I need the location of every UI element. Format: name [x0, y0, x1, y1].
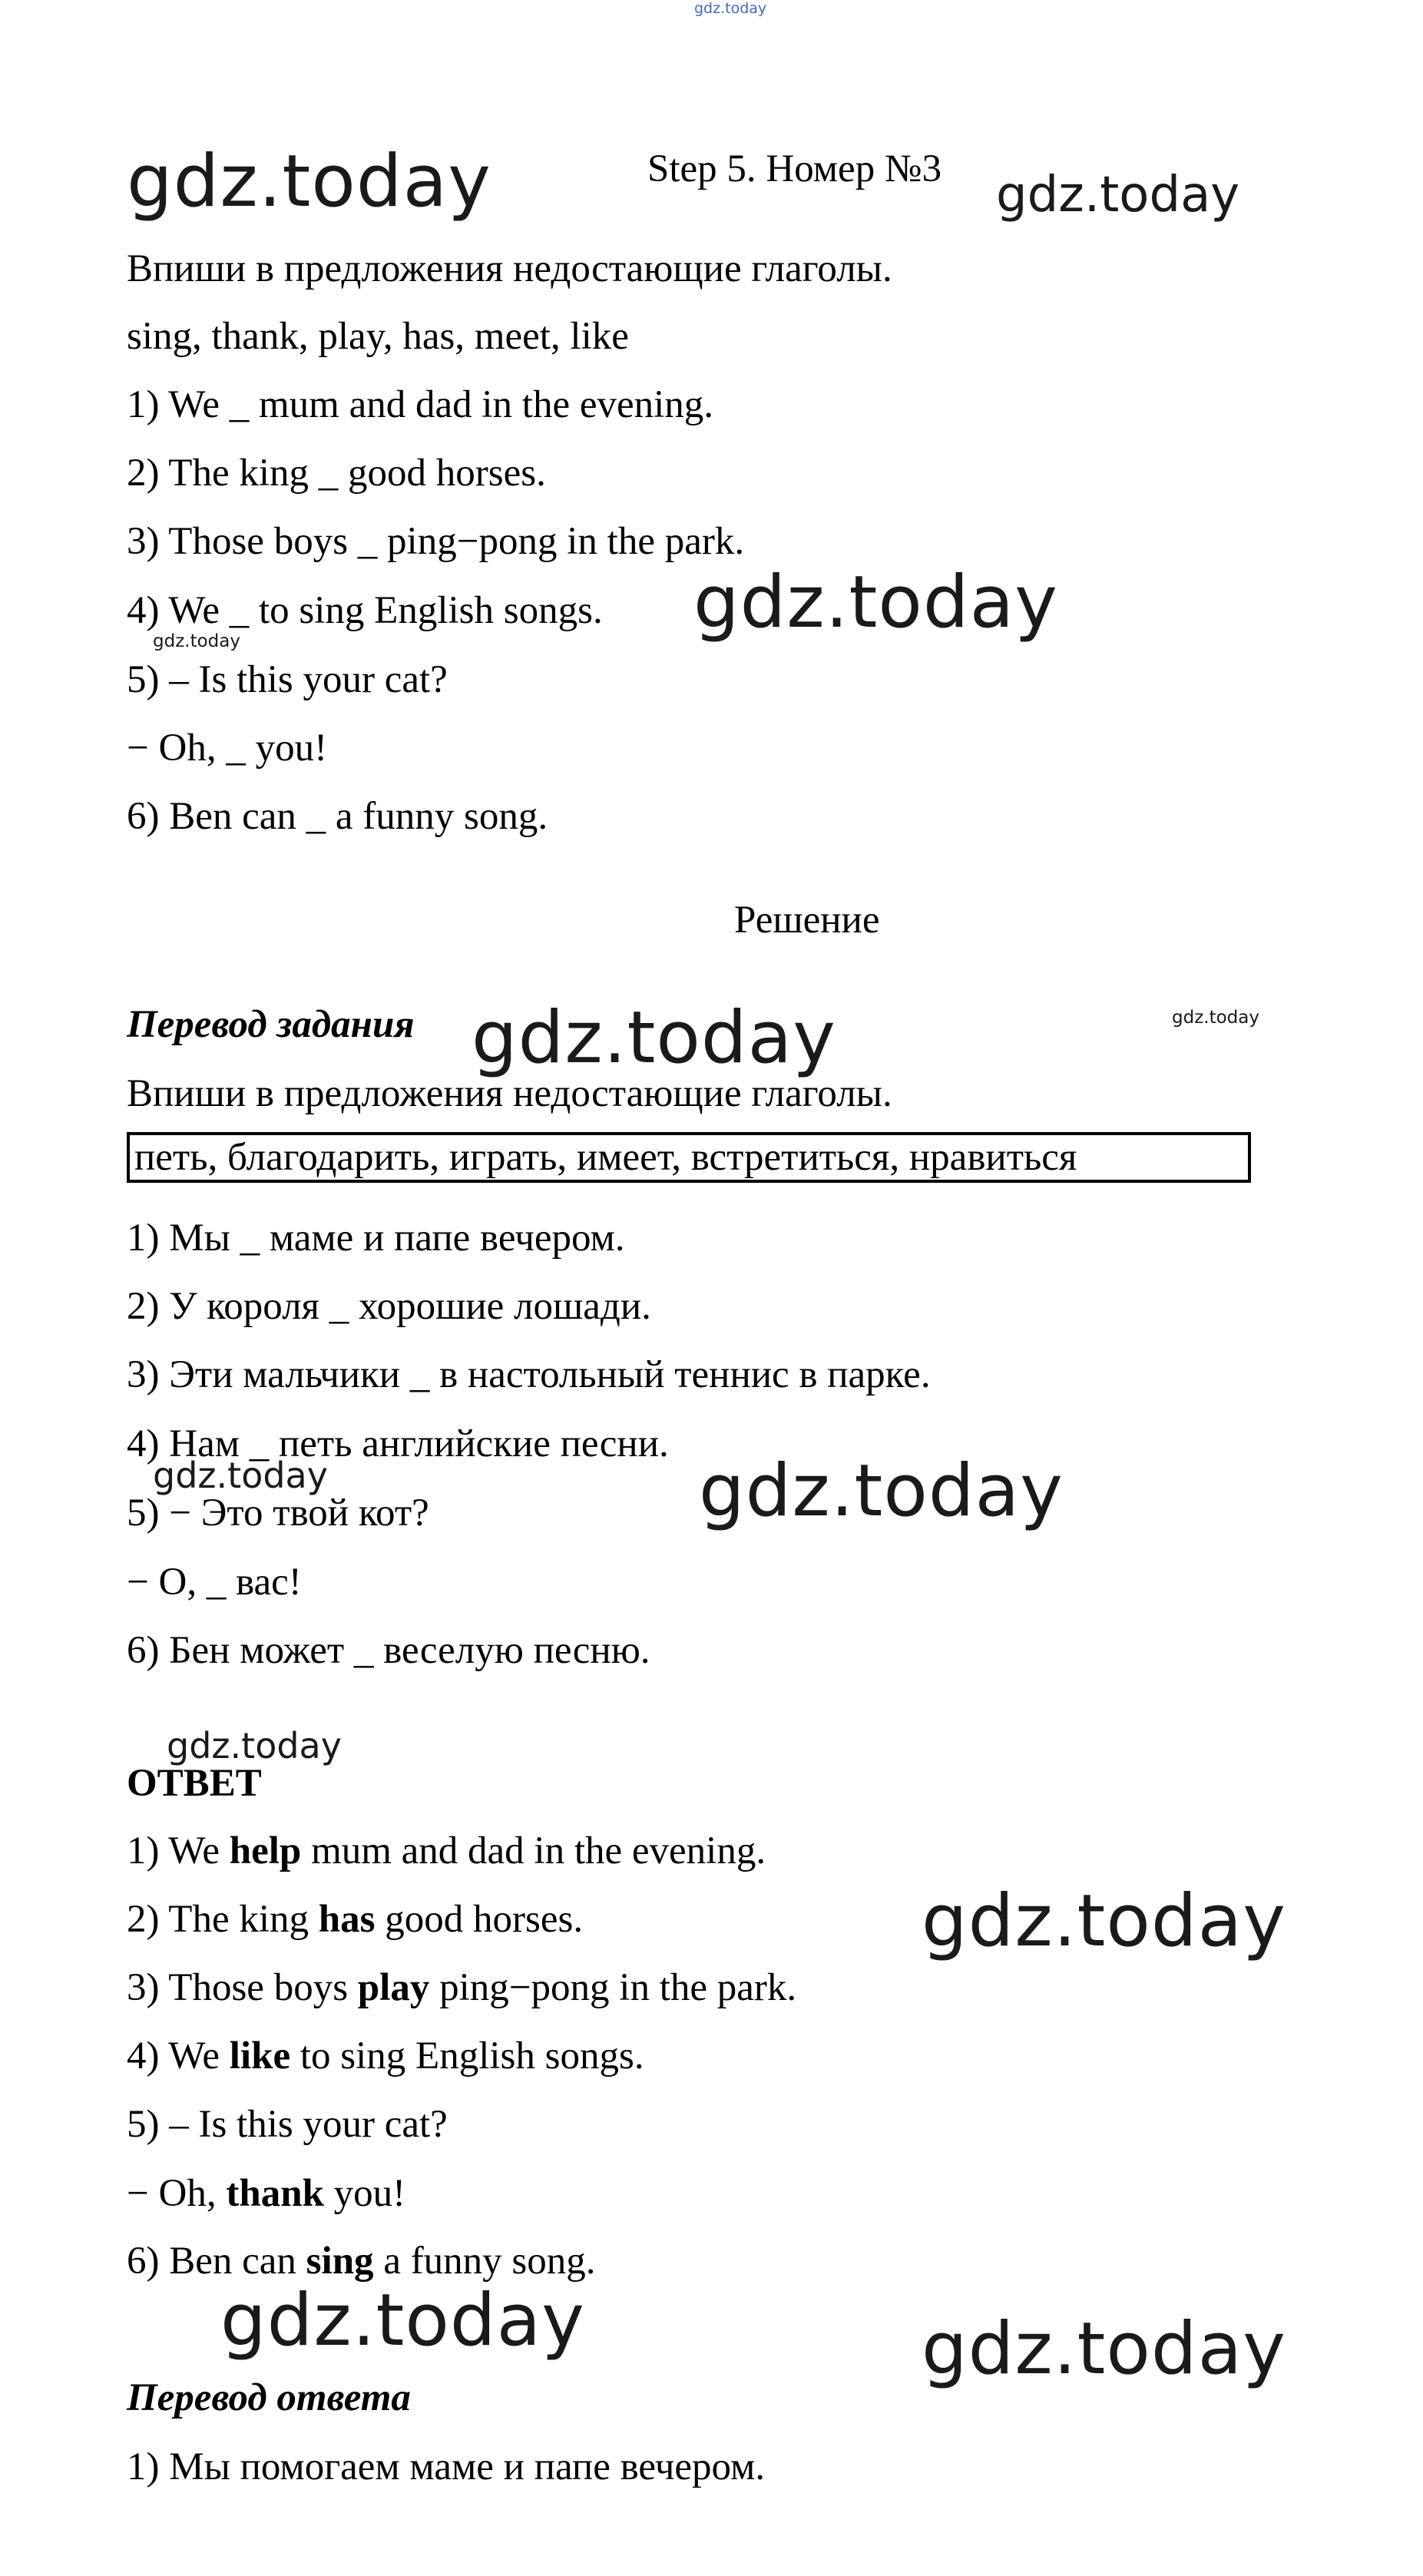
answer-text: − Oh, [127, 2172, 227, 2215]
watermark-logo: gdz.today [220, 2279, 585, 2362]
translation-line: 2) У короля _ хорошие лошади. [127, 1285, 651, 1328]
task-instruction: Впиши в предложения недостающие глаголы. [127, 247, 892, 290]
answer-word: like [229, 2035, 291, 2078]
task-line: 2) The king _ good horses. [127, 452, 546, 495]
answer-text: ping−pong in the park. [429, 1966, 797, 2009]
translation-line: − О, _ вас! [127, 1561, 302, 1604]
task-word-bank: sing, thank, play, has, meet, like [127, 315, 629, 358]
watermark-logo: gdz.today [693, 561, 1058, 644]
answer-word: has [318, 1898, 376, 1941]
watermark-logo: gdz.today [996, 167, 1240, 223]
answer-line [127, 2170, 405, 2217]
watermark-logo: gdz.today [167, 1725, 342, 1766]
answer-word: play [357, 1966, 430, 2009]
answer-text: 6) Ben can [127, 2240, 306, 2283]
translation-line: 4) Нам _ петь английские песни. [127, 1422, 669, 1465]
answer-line [127, 2101, 448, 2147]
watermark-logo: gdz.today [153, 1455, 328, 1496]
translation-line: 6) Бен может _ веселую песню. [127, 1629, 650, 1672]
watermark-logo: gdz.today [699, 1449, 1064, 1533]
translation-line: 3) Эти мальчики _ в настольный теннис в парке. [127, 1353, 931, 1396]
answer-word: thank [226, 2172, 324, 2215]
answer-word: help [229, 1829, 302, 1872]
answer-text: 2) The king [127, 1898, 319, 1941]
answer-line [127, 1828, 766, 1874]
watermark-logo: gdz.today [1172, 1008, 1259, 1028]
translation-word-bank: петь, благодарить, играть, имеет, встретиться, нравиться [127, 1132, 1251, 1183]
answer-text: 1) We [127, 1829, 230, 1872]
answer-text: 5) – Is this your cat? [127, 2103, 448, 2146]
answer-line [127, 2033, 644, 2079]
answer-text: you! [323, 2172, 406, 2215]
answer-text: mum and dad in the evening. [301, 1829, 766, 1872]
solution-heading: Решение [734, 899, 880, 942]
answer-line [127, 1896, 583, 1942]
answer-text: 4) We [127, 2035, 230, 2078]
translation-line: 1) Мы _ маме и папе вечером. [127, 1217, 625, 1260]
task-line: − Oh, _ you! [127, 727, 328, 770]
answer-text: 3) Those boys [127, 1966, 358, 2009]
task-line: 6) Ben can _ a funny song. [127, 795, 548, 838]
answer-word: sing [306, 2240, 374, 2283]
watermark-logo: gdz.today [153, 631, 240, 651]
page-title: Step 5. Номер №3 [647, 147, 942, 190]
task-line: 1) We _ mum and dad in the evening. [127, 383, 714, 426]
task-line: 4) We _ to sing English songs. [127, 589, 603, 632]
translation-line: 5) − Это твой кот? [127, 1492, 429, 1535]
answer-text: to sing English songs. [290, 2035, 644, 2078]
answer-text: a funny song. [373, 2240, 596, 2283]
task-line: 5) – Is this your cat? [127, 658, 448, 701]
translation-heading: Перевод задания [127, 1003, 415, 1046]
answer-heading: ОТВЕТ [127, 1762, 262, 1805]
watermark-logo: gdz.today [127, 140, 491, 223]
answer-line [127, 2238, 596, 2284]
watermark-top-tiny: gdz.today [694, 0, 767, 17]
answer-translation-line: 1) Мы помогаем маме и папе вечером. [127, 2445, 766, 2488]
answer-translation-heading: Перевод ответа [127, 2376, 411, 2419]
translation-instruction: Впиши в предложения недостающие глаголы. [127, 1072, 892, 1115]
watermark-logo: gdz.today [472, 996, 836, 1080]
watermark-logo: gdz.today [922, 1879, 1286, 1963]
answer-text: good horses. [375, 1898, 584, 1941]
answer-line [127, 1965, 796, 2011]
task-line: 3) Those boys _ ping−pong in the park. [127, 520, 745, 563]
watermark-logo: gdz.today [922, 2307, 1286, 2391]
